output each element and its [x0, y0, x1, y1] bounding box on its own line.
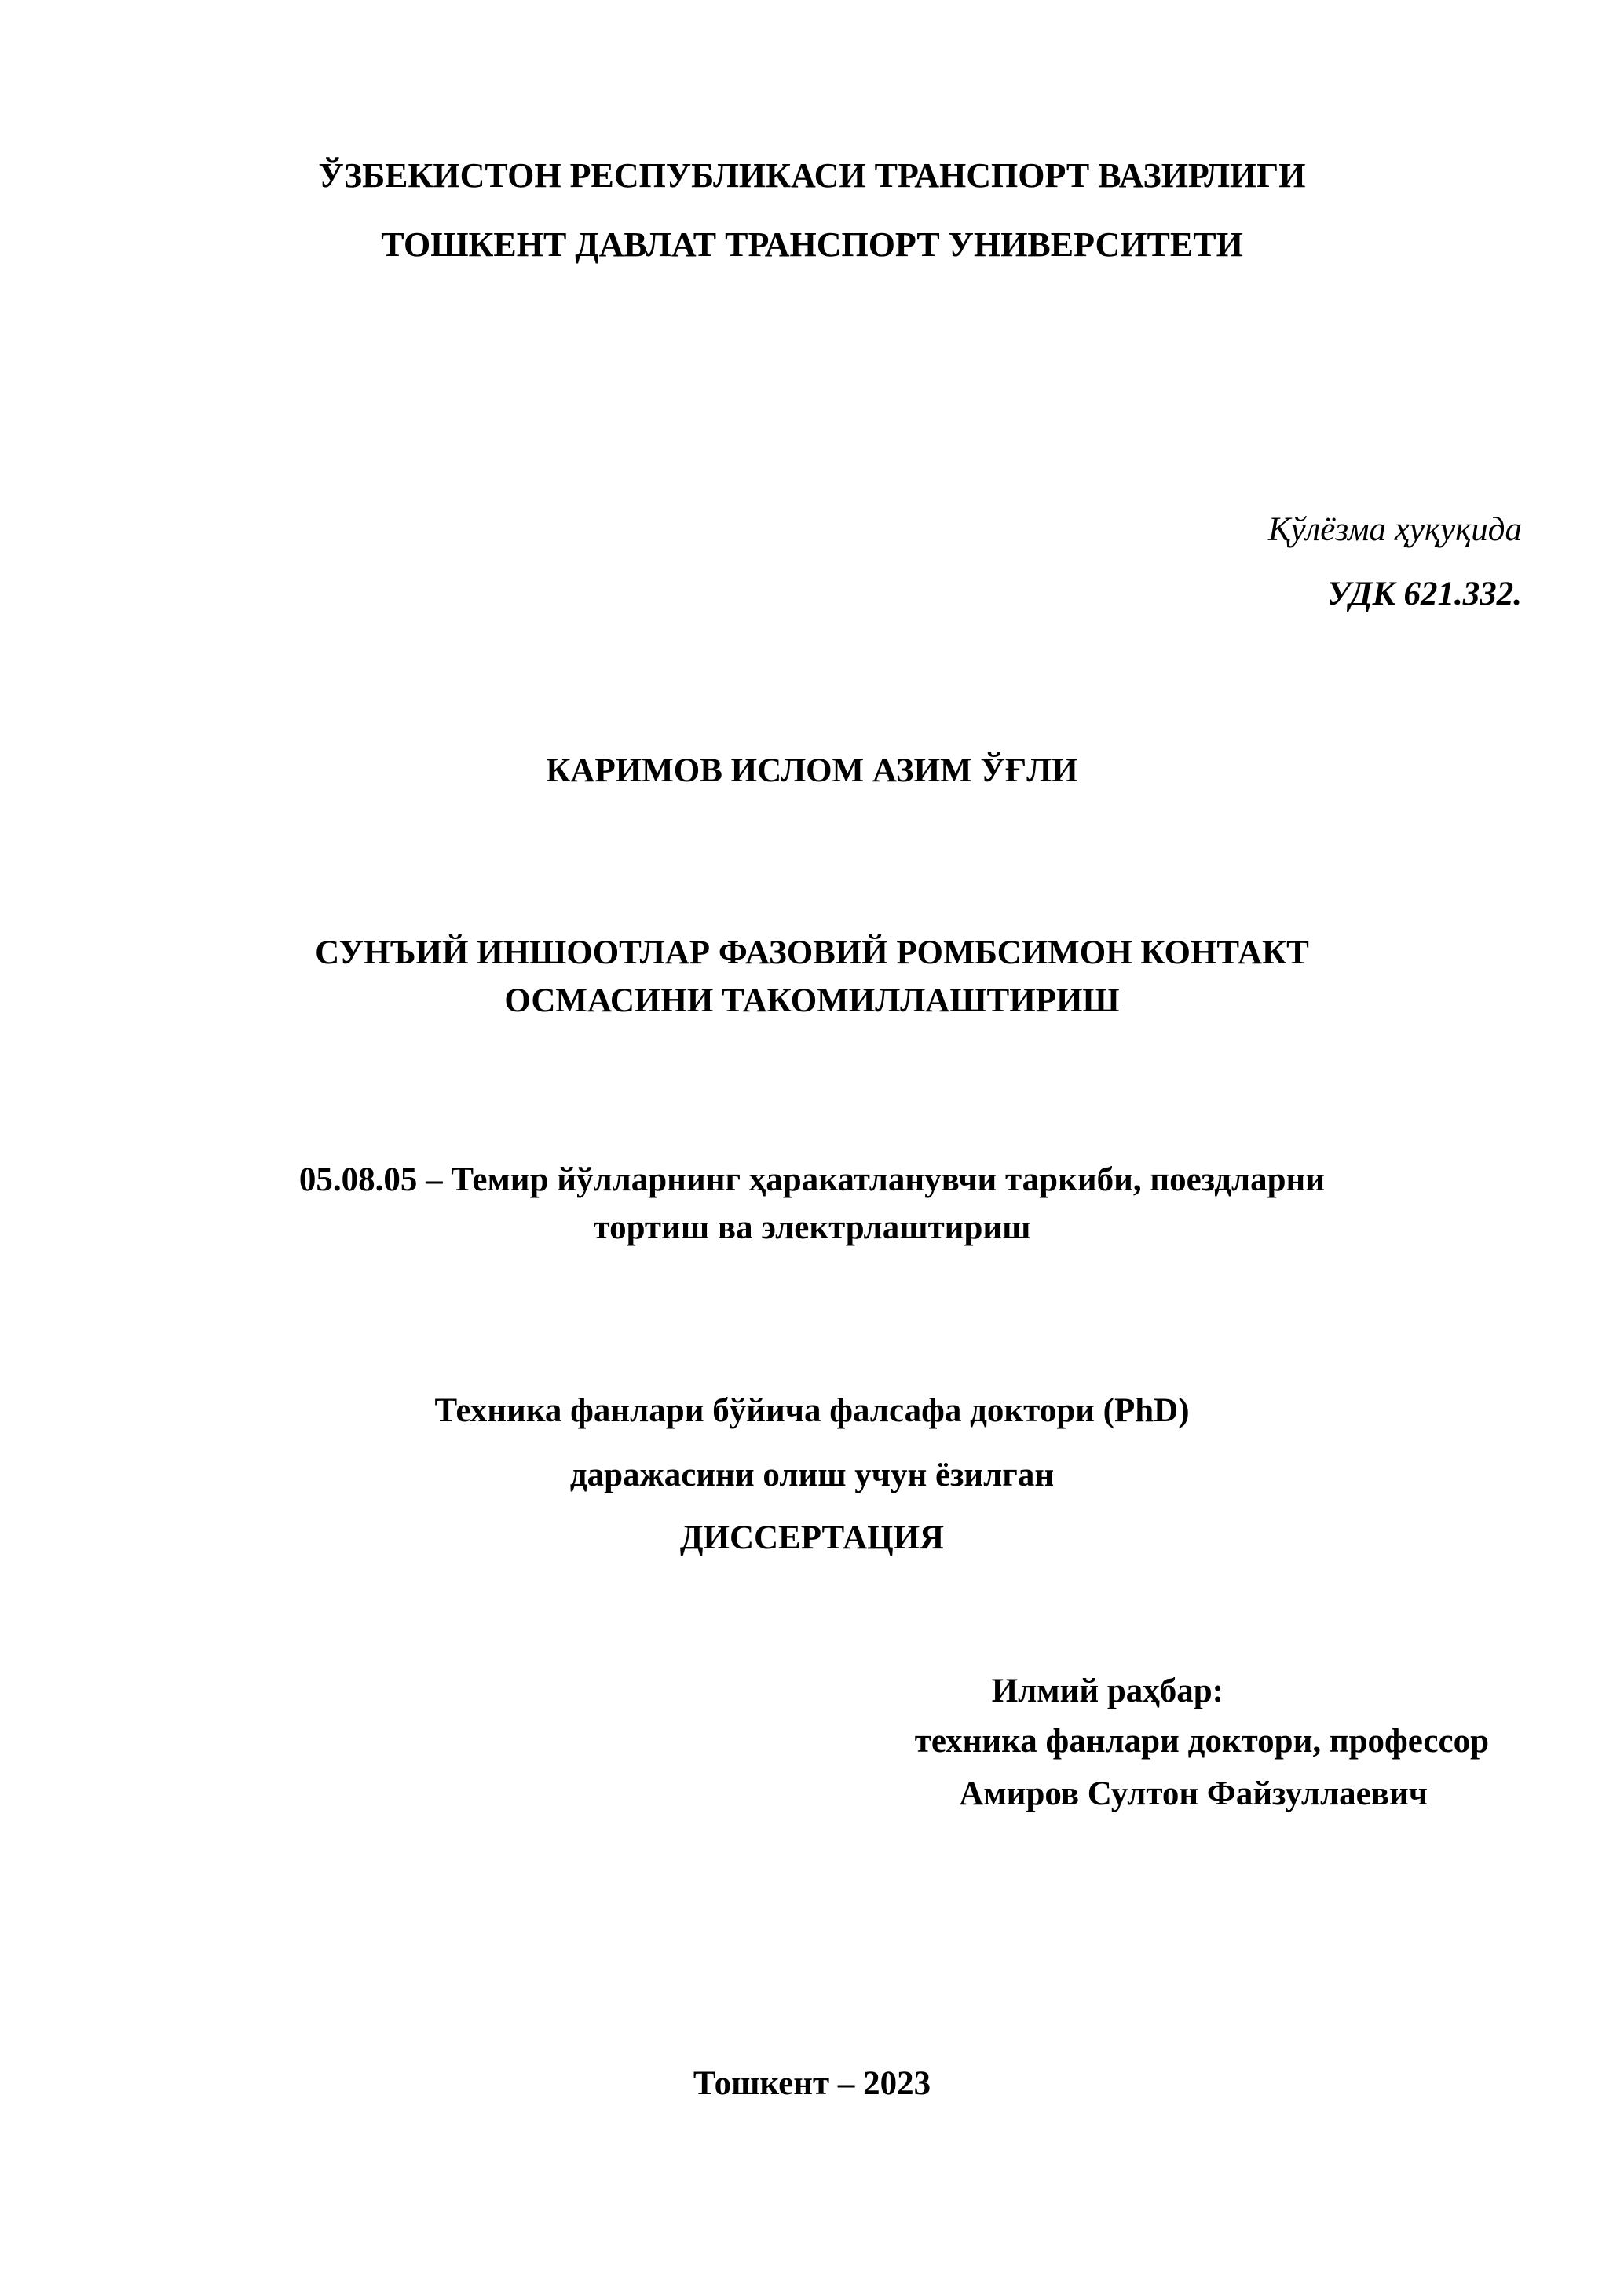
supervisor-label: Илмий раҳбар:	[991, 1673, 1223, 1709]
degree-line1: Техника фанлари бўйича фалсафа доктори (PhD)	[434, 1392, 1190, 1429]
ministry-heading: ЎЗБЕКИСТОН РЕСПУБЛИКАСИ ТРАНСПОРТ ВАЗИРЛИГИ	[318, 156, 1306, 195]
university-heading: ТОШКЕНТ ДАВЛАТ ТРАНСПОРТ УНИВЕРСИТЕТИ	[381, 225, 1243, 264]
supervisor-name: Амиров Султон Файзуллаевич	[959, 1775, 1428, 1812]
supervisor-title: техника фанлари доктори, профессор	[914, 1723, 1489, 1760]
manuscript-note: Қўлёзма ҳуқуқида	[1267, 511, 1522, 548]
udc-code: УДК 621.332.	[1327, 576, 1522, 612]
place-year: Тошкент – 2023	[693, 2065, 931, 2102]
dissertation-title-line2: ОСМАСИНИ ТАКОМИЛЛАШТИРИШ	[504, 982, 1120, 1019]
degree-line2: даражасини олиш учун ёзилган	[569, 1457, 1055, 1493]
specialty-line1: 05.08.05 – Темир йўлларнинг ҳаракатланувчи таркиби, поездларни	[298, 1161, 1326, 1198]
dissertation-title-line1: СУНЪИЙ ИНШООТЛАР ФАЗОВИЙ РОМБСИМОН КОНТАКТ	[315, 934, 1309, 971]
author-name: КАРИМОВ ИСЛОМ АЗИМ ЎҒЛИ	[546, 752, 1078, 789]
document-type: ДИССЕРТАЦИЯ	[679, 1519, 945, 1556]
specialty-line2: тортиш ва электрлаштириш	[593, 1209, 1031, 1246]
